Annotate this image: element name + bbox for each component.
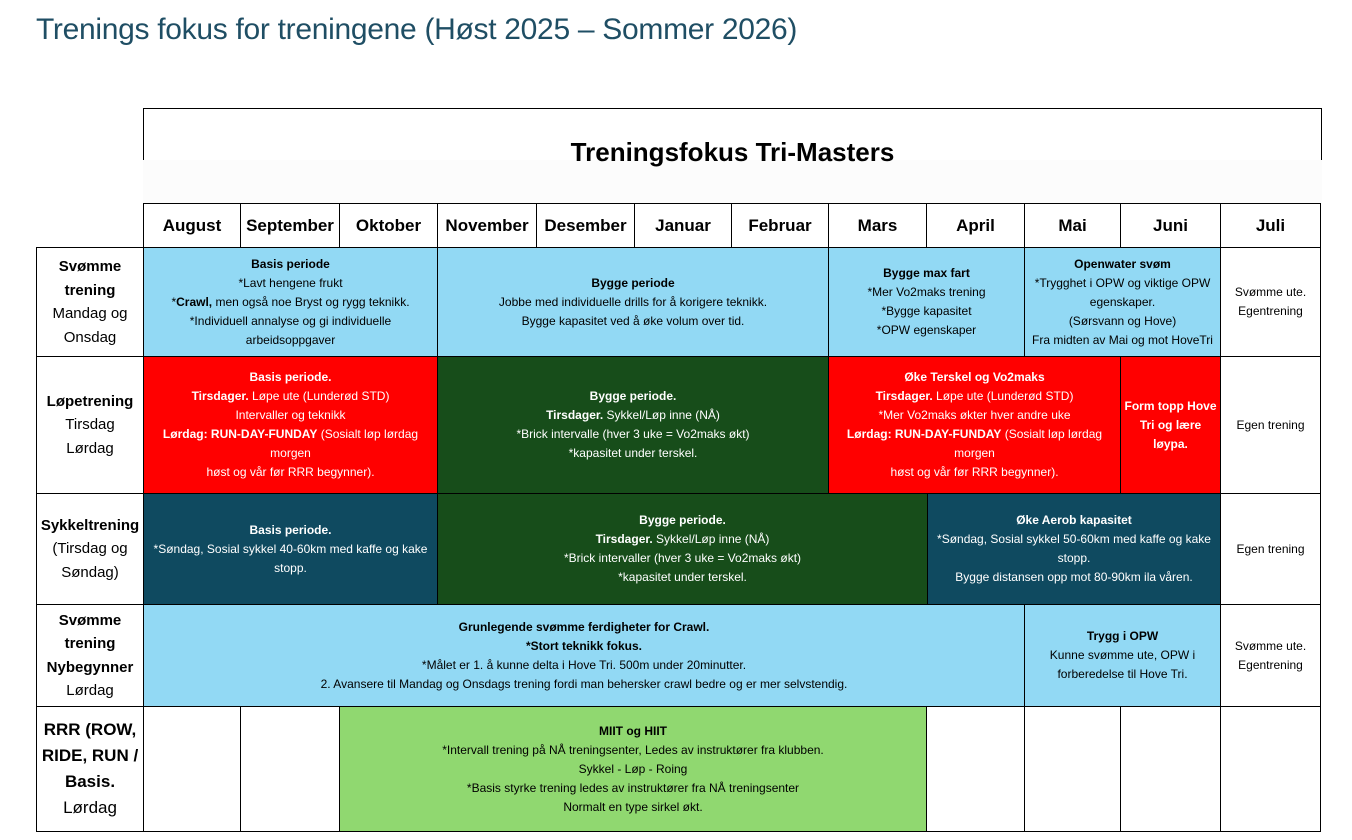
cell-line: stopp. <box>1057 551 1091 565</box>
cell-line: stopp. <box>274 560 307 575</box>
cell-line: Tirsdager. Sykkel/Løp inne (NÅ) <box>595 532 770 546</box>
page-title: Trenings fokus for treningene (Høst 2025 – Sommer 2026) <box>36 13 798 46</box>
rrr-main-cell <box>339 706 927 832</box>
cell-line: Egentrening <box>1238 657 1303 672</box>
cell-line: forberedelse til Hove Tri. <box>1057 667 1188 681</box>
month-november: November <box>437 203 537 248</box>
cell-line: Kunne svømme ute, OPW i <box>1049 648 1196 662</box>
cell-line: Normalt en type sirkel økt. <box>563 799 703 814</box>
cell-line: (Sørsvann og Hove) <box>1068 313 1177 328</box>
cell-line: *Trygghet i OPW og viktige OPW <box>1034 275 1211 290</box>
cell-line: Svømme ute. <box>1234 285 1307 299</box>
cell-line: *kapasitet under terskel. <box>618 570 747 584</box>
row-label-line: trening <box>64 635 116 652</box>
cell-line: *Crawl, men også noe Bryst og rygg teknikk. <box>171 294 410 309</box>
cell-line: *Bygge kapasitet <box>881 304 972 318</box>
cell-line: 2. Avansere til Mandag og Onsdags trening fordi man behersker crawl bedre og er mer selvstendig. <box>320 676 848 691</box>
cell-line: Fra midten av Mai og mot HoveTri <box>1032 332 1213 347</box>
row-label-line: Løpetrening <box>46 392 134 410</box>
banner-title: Treningsfokus Tri-Masters <box>570 137 895 167</box>
rrr-empty-cell <box>240 706 340 832</box>
row-label-rrr <box>36 706 144 832</box>
cell-line: Tirsdager. Sykkel/Løp inne (NÅ) <box>546 408 720 422</box>
row-label-line: Basis. <box>64 772 116 791</box>
run-bygge-cell <box>437 356 829 494</box>
cell-line: Tirsdager. Løpe ute (Lunderød STD) <box>875 389 1074 403</box>
cell-line: *Målet er 1. å kunne delta i Hove Tri. 500m under 20minutter. <box>421 657 747 672</box>
bike-bygge-cell <box>437 493 928 605</box>
cell-line: Bygge distansen opp mot 80-90km ila våren. <box>955 570 1193 584</box>
cell-title: Bygge periode <box>591 275 675 290</box>
rrr-empty-cell <box>1024 706 1121 832</box>
rrr-empty-cell <box>1220 706 1321 832</box>
swim-maxfart-cell <box>828 247 1025 357</box>
run-terskel-cell <box>828 356 1121 494</box>
cell-line: *Individuell annalyse og gi individuelle <box>189 313 392 328</box>
cell-line: høst og vår før RRR begynner). <box>206 465 375 479</box>
cell-line: *Intervall trening på NÅ treningsenter, Ledes av instruktører fra klubben. <box>442 742 824 757</box>
row-label-line: RRR (ROW, <box>43 720 137 739</box>
swim-bygge-cell <box>437 247 829 357</box>
cell-line: Form topp Hove <box>1124 398 1217 413</box>
cell-line: Egen trening <box>1236 541 1305 556</box>
cell-line: Intervaller og teknikk <box>235 408 346 422</box>
bike-juli-cell <box>1220 493 1321 605</box>
row-label-beginner <box>36 604 144 707</box>
month-august: August <box>143 203 241 248</box>
month-oktober: Oktober <box>339 203 438 248</box>
month-april: April <box>926 203 1025 248</box>
cell-title: Basis periode <box>251 256 330 271</box>
cell-line: Egen trening <box>1236 417 1305 432</box>
rrr-empty-cell <box>143 706 241 832</box>
row-label-line: Svømme <box>58 611 122 629</box>
cell-line: Jobbe med individuelle drills for å korigere teknikk. <box>498 294 768 309</box>
cell-line: *OPW egenskaper <box>876 323 977 337</box>
row-label-line: Nybegynner <box>46 658 134 676</box>
cell-title: Grunlegende svømme ferdigheter for Crawl. <box>458 619 710 634</box>
rrr-empty-cell <box>1120 706 1221 832</box>
cell-line: Svømme ute. <box>1234 638 1307 653</box>
run-basis-cell <box>143 356 438 494</box>
row-label-swim <box>36 247 144 357</box>
bike-basis-cell <box>143 493 438 605</box>
cell-line: *Brick intervaller (hver 3 uke = Vo2maks økt) <box>563 551 802 565</box>
cell-line: *Brick intervalle (hver 3 uke = Vo2maks økt) <box>516 427 750 441</box>
swim-openwater-cell <box>1024 247 1221 357</box>
cell-title: Trygg i OPW <box>1086 629 1159 643</box>
cell-line: arbeidsoppgaver <box>245 332 336 347</box>
cell-title: Øke Terskel og Vo2maks <box>904 370 1045 384</box>
row-label-line: Tirsdag <box>65 416 115 434</box>
cell-title: Basis periode. <box>249 370 332 384</box>
cell-line: Lørdag: RUN-DAY-FUNDAY (Sosialt løp lørdag morgen <box>162 427 419 460</box>
bike-aerob-cell <box>927 493 1221 605</box>
cell-line: *kapasitet under terskel. <box>568 446 698 460</box>
beginner-main-cell <box>143 604 1025 707</box>
swim-juli-cell <box>1220 247 1321 357</box>
month-mars: Mars <box>828 203 927 248</box>
cell-title: Bygge max fart <box>883 266 970 280</box>
row-label-line: trening <box>64 281 116 299</box>
beginner-juli-cell <box>1220 604 1321 707</box>
cell-line: Egentrening <box>1238 304 1303 318</box>
row-label-line: Svømme <box>58 258 122 275</box>
cell-line: *Lavt hengene frukt <box>238 275 343 290</box>
month-mai: Mai <box>1024 203 1121 248</box>
cell-line: Bygge kapasitet ved å øke volum over tid. <box>521 313 745 328</box>
rrr-empty-cell <box>926 706 1025 832</box>
cell-title: MIIT og HIIT <box>599 723 667 738</box>
row-label-line: Sykkeltrening <box>40 516 140 534</box>
month-juli: Juli <box>1220 203 1321 248</box>
row-label-bike <box>36 493 144 605</box>
cell-line: *Basis styrke trening ledes av instruktører fra NÅ treningsenter <box>466 780 800 795</box>
cell-line: *Mer Vo2maks trening <box>867 285 986 299</box>
month-juni: Juni <box>1120 203 1221 248</box>
month-desember: Desember <box>536 203 635 248</box>
cell-line: Sykkel - Løp - Roing <box>578 761 688 776</box>
cell-line: *Mer Vo2maks økter hver andre uke <box>878 408 1071 422</box>
cell-line: Tri og lære løypa. <box>1139 417 1202 451</box>
cell-title: Øke Aerob kapasitet <box>1016 513 1132 527</box>
cell-line: Tirsdager. Løpe ute (Lunderød STD) <box>191 389 390 403</box>
month-januar: Januar <box>634 203 732 248</box>
row-label-line: Søndag) <box>61 563 119 581</box>
row-label-line: Lørdag <box>63 798 117 817</box>
run-juli-cell <box>1220 356 1321 494</box>
beginner-trygg-cell <box>1024 604 1221 707</box>
cell-line: *Søndag, Sosial sykkel 50-60km med kaffe og kake <box>937 532 1211 546</box>
run-formtopp-cell <box>1120 356 1221 494</box>
swim-basis-cell <box>143 247 438 357</box>
cell-line: høst og vår før RRR begynner). <box>890 465 1059 479</box>
cell-line: *Stort teknikk fokus. <box>525 638 643 653</box>
cell-line: egenskaper. <box>1089 294 1156 309</box>
row-label-line: RIDE, RUN / <box>41 746 139 765</box>
cell-title: Basis periode. <box>249 522 332 537</box>
cell-title: Openwater svøm <box>1074 256 1171 271</box>
row-label-line: (Tirsdag og <box>52 540 128 558</box>
row-label-line: Lørdag <box>66 682 114 699</box>
month-september: September <box>240 203 340 248</box>
cell-line: *Søndag, Sosial sykkel 40-60km med kaffe og kake <box>153 541 428 556</box>
cell-line: Lørdag: RUN-DAY-FUNDAY (Sosialt løp lørdag morgen <box>846 427 1103 460</box>
row-label-line: Mandag og <box>52 305 128 322</box>
row-label-line: Onsdag <box>63 328 117 346</box>
cell-title: Bygge periode. <box>589 389 677 403</box>
row-label-run <box>36 356 144 494</box>
month-februar: Februar <box>731 203 829 248</box>
row-label-line: Lørdag <box>66 439 114 457</box>
cell-title: Bygge periode. <box>639 513 726 527</box>
